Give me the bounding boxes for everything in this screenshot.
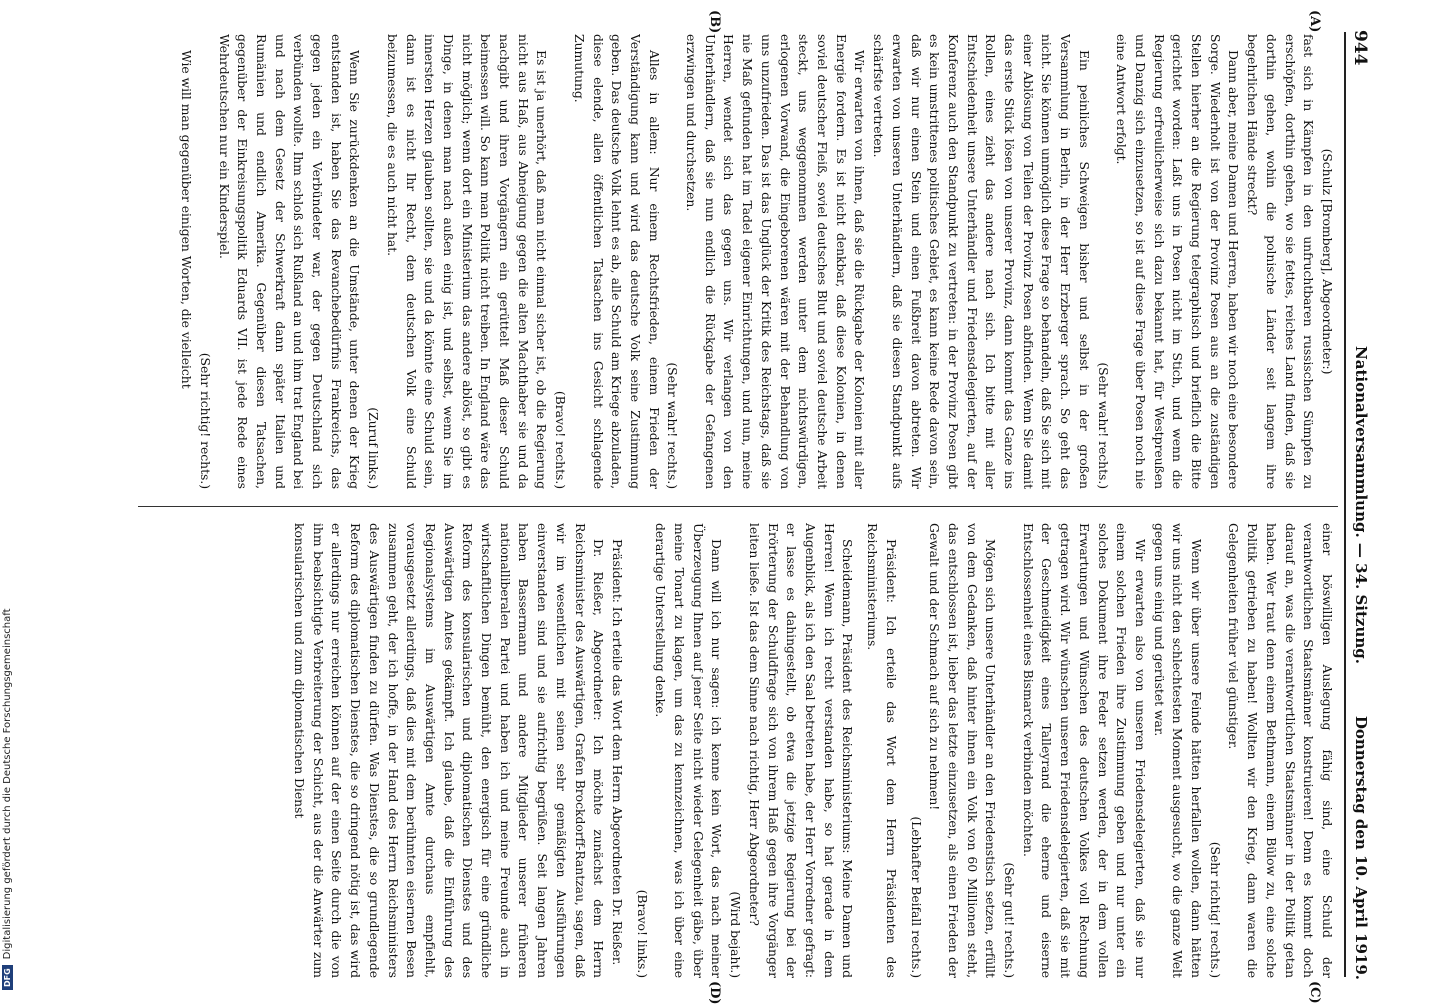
paragraph: Wie will man gegenüber einigen Worten, die vielleicht <box>179 50 195 389</box>
header-rule <box>1344 32 1346 977</box>
interjection: (Zuruf links.) <box>366 407 382 489</box>
paragraph: fast sich in Kämpfen in den unfruchtbaren russischen Sümpfen zu erschöpfen, dorthin gehen, wo sie fettes, reiches Land finden, daß sie dorthin gehen, wohin die polnische Länder seit langem ihre begehrlichen Hände streckt? <box>1245 34 1317 489</box>
paragraph: Präsident: Ich erteile das Wort dem Herrn Präsidenten des Reichsministeriums. <box>865 523 899 978</box>
dfg-logo: DFG <box>2 965 13 990</box>
paragraph: Präsident: Ich erteile das Wort dem Herrn Abgeordneten Dr. Rießer. <box>609 539 625 966</box>
interjection: (Sehr wahr! rechts.) <box>1095 362 1111 489</box>
paragraph: Wir erwarten von ihnen, daß sie die Rückgabe der Kolonien mit aller Energie fordern. Es ist nicht denkbar, daß diese Kolonien, in denen soviel deutscher Fleiß, soviel deutsches Blut und soviel deutsche Arbeit steckt, uns weggenommen werden unter dem nichtswürdigen, erlogenen Vorwand, die Eingeborenen wären mit der Behandlung von uns unzufrieden. Das ist das Unglück der Kritik des Reichstags, daß sie nie Maß gefunden hat im Tadel eigener Einrichtungen, und nun, meine Herren, wendet sich das gegen uns. Wir verlangen von den Unterhändlern, daß sie nun endlich die Rückgabe der Gefangenen erzwingen und durchsetzen. <box>684 34 868 489</box>
paragraph: einer böswilligen Auslegung fähig sind, eine Schuld der verantwortlichen Staatsmänner konstruieren! Denn es kommt doch darauf an, was die verantwortlichen Staatsmänner in der Politik getan haben. Wer traut denn einem Bethmann, einem Bülow zu, eine solche Politik getrieben zu haben! Wollten wir den Krieg, dann waren die Gelegenheiten früher viel günstiger. <box>1226 523 1335 978</box>
page-header-date: Donnerstag den 10. April 1919. <box>1352 715 1370 980</box>
paragraph: Alles in allem: Nur einem Rechtsfrieden, einem Frieden der Verständigung kann und wird das deutsche Volk seine Zustimmung geben. Das deutsche Volk lehnt es ab, alle Schuld am Kriege abzuladen, diese elende, allen öffentlichen Tatsachen ins Gesicht schlagende Zumutung. <box>571 34 662 489</box>
margin-marker-c: (C) <box>1307 981 1322 1004</box>
paragraph: Wenn Sie zurückdenken an die Umstände, unter denen der Krieg entstanden ist, haben Sie das Revanchebedürfnis Frankreichs, das gegen jeden ein Verbündeter war, der gegen Deutschland sich verbünden wollte. Ihm schloß sich Rußland an und ihm trat England bei und nach dem Gesetz der Schwerkraft dann später Italien und Rumänien und endlich Amerika. Gegenüber diesen Tatsachen, gegenüber der Einkreisungspolitik Eduards VII. ist jede Rede eines Wehrdeutschen nur ein Kinderspiel. <box>216 34 363 489</box>
paragraph: (Schulz [Bromberg], Abgeordneter:) <box>1320 148 1335 375</box>
paragraph: Ein peinliches Schweigen bisher und selbst in der großen Versammlung in Berlin, in der Herr Erzberger sprach. So geht das nicht. Sie können unmöglich diese Frage so behandeln, daß Sie sich mit einer Ablösung von Teilen der Provinz Posen abfinden. Wenn Sie damit das erste Stück lösen von unserer Provinz, dann kommt das Ganze ins Rollen, eines zieht das andere nach sich. Ich bitte mit aller Entschiedenheit unsere Unterhändler und Friedensdelegierten, auf der Konferenz auch den Standpunkt zu vertreten: in der Provinz Posen gibt es kein umstrittenes politisches Gebiet, es kann keine Rede davon sein, daß wir nur einen Stein und einen Fußbreit davon abtreten. Wir erwarten von unseren Unterhändlern, daß sie diesen Standpunkt aufs schärfste vertreten. <box>871 34 1092 489</box>
margin-marker-a: (A) <box>1307 10 1322 33</box>
margin-marker-d: (D) <box>707 981 722 1005</box>
interjection: (Bravo! rechts.) <box>553 390 569 489</box>
right-text-column <box>126 523 1336 978</box>
paragraph: Wenn wir über unsere Feinde hätten herfallen wollen, dann hätten wir uns nicht den schlechtesten Moment ausgesucht, wo die ganze Welt gegen uns einig und gerüstet war. <box>1151 523 1205 978</box>
paragraph: Dann will ich nur sagen: ich kenne kein Wort, das nach meiner Überzeugung Ihnen auf jener Seite nicht wieder Gelegenheit gäbe, über meine Tonart zu klagen, um das zu kennzeichnen, was ich über eine derartige Unterstellung denke. <box>653 523 725 978</box>
paragraph: Scheidemann, Präsident des Reichsministeriums: Meine Damen und Herren! Wenn ich recht verstanden habe, so hat gerade in dem Augenblick, als ich den Saal betreten habe, der Herr Vorredner gefragt: er lasse es dahingestellt, ob etwa die jetzige Regierung bei der Erörterung der Schuldfrage sich von ihrem Haß gegen ihre Vorgänger leiten ließe. Ist das dem Sinne nach richtig, Herr Abgeordneter? <box>746 523 856 978</box>
page-header <box>1344 30 1374 980</box>
margin-marker-b: (B) <box>707 10 722 34</box>
interjection: (Lebhafter Beifall rechts.) <box>908 816 924 978</box>
interjection: (Bravo! links.) <box>634 889 650 978</box>
page-header-title: Nationalversammlung. — 34. Sitzung. <box>1352 346 1370 664</box>
left-text-column <box>126 34 1336 489</box>
footer-credit <box>2 30 18 990</box>
interjection: (Sehr richtig! rechts.) <box>197 352 213 489</box>
paragraph: Mögen sich unsere Unterhändler an den Friedenstisch setzen, erfüllt von dem Gedanken, daß hinter ihnen ein Volk von 60 Millionen steht, das entschlossen ist, lieber das letzte einzusetzen, als einen Frieden der Gewalt und der Schmach auf sich zu nehmen! <box>927 523 999 978</box>
interjection: (Sehr wahr! rechts.) <box>665 362 681 489</box>
paragraph: Wir erwarten also von unseren Friedensdelegierten, daß sie nur einem solchen Frieden ihre Zustimmung geben und nur unter ein solches Dokument ihre Feder setzen werden, der in dem vollen Erwartungen und Wünschen des deutschen Volkes voll Rechnung getragen wird. Wir wünschen unseren Friedensdelegierten, daß sie mit der Geschmeidigkeit eines Talleyrand die eherne und eiserne Entschlossenheit eines Bismarck verbinden möchten. <box>1020 523 1148 978</box>
interjection: (Wird bejaht.) <box>728 891 744 978</box>
paragraph: Es ist ja unerhört, daß man nicht einmal sicher ist, ob die Regierung nicht aus Haß, aus Abneigung gegen die alten Machthaber sie und da nachgibt und ihren Vorgängern ein gerüttelt Maß dieser Schuld beimessen will. So kann man Politik nicht treiben. In England wäre das nicht möglich; wenn dort ein Ministerium das andere ablöst, so gibt es Dinge, in denen man nach außen einig ist, und selbst, wenn Sie im innersten Herzen glauben sollten, sie und da könnte eine Schuld sein, dann ist es nicht Ihr Recht, dem deutschen Volk eine Schuld beizumessen, die es auch nicht hat. <box>384 34 550 489</box>
page-number: 944 <box>1350 30 1370 66</box>
footer-credit-text: Digitalisierung gefördert durch die Deutsche Forschungsgemeinschaft <box>2 608 13 960</box>
column-divider <box>138 506 1338 507</box>
paragraph: Dann aber, meine Damen und Herren, haben wir noch eine besondere Sorge. Wiederholt ist von der Provinz Posen aus an die zuständigen Stellen hierher an die Regierung telegraphisch und brieflich die Bitte gerichtet worden: Laßt uns in Posen nicht im Stich, und wenn die Regierung erfreulicherweise sich dazu bekannt hat, für Westpreußen und Danzig sich einzusetzen, so ist auf diese Frage über Posen noch nie eine Antwort erfolgt. <box>1114 34 1242 489</box>
interjection: (Sehr richtig! rechts.) <box>1207 841 1223 978</box>
interjection: (Sehr gut! rechts.) <box>1002 862 1018 978</box>
rotated-document-page <box>112 10 1412 1005</box>
paragraph: Dr. Rießer, Abgeordneter: Ich möchte zunächst dem Herrn Reichsminister des Auswärtigen, Grafen Brockdorff-Rantzau, sagen, daß wir im wesentlichen mit seinen sehr gemäßigten Ausführungen einverstanden sind und sie aufrichtig begrüßen. Seit langen Jahren haben Bassermann und andere Mitglieder unserer früheren nationalliberalen Partei und haben ich und meine Freunde auch in wirtschaftlichen Dingen bemüht, den energisch für eine gründliche Reform des konsularischen und diplomatischen Dienstes und des Auswärtigen Amtes gekämpft. Ich glaube, daß die Einführung des Regionalsystems im Auswärtigen Amte durchaus empfiehlt, vorausgesetzt allerdings, daß dies mit dem berühmten eisernen Besen zusammen geht, der ich hoffe, in der Hand des Herrn Reichsministers des Auswärtigen finden zu dürfen. Was Dienstes, die so grundlegende Reform des diplomatischen Dienstes, die so dringend nötig ist, das wird er allerdings nur erreichen können auf der einen Seite durch die von ihm beabsichtigte Verbreiterung der Schicht, aus der die Anwärter zum konsularischen und zum diplomatischen Dienst <box>292 523 607 978</box>
